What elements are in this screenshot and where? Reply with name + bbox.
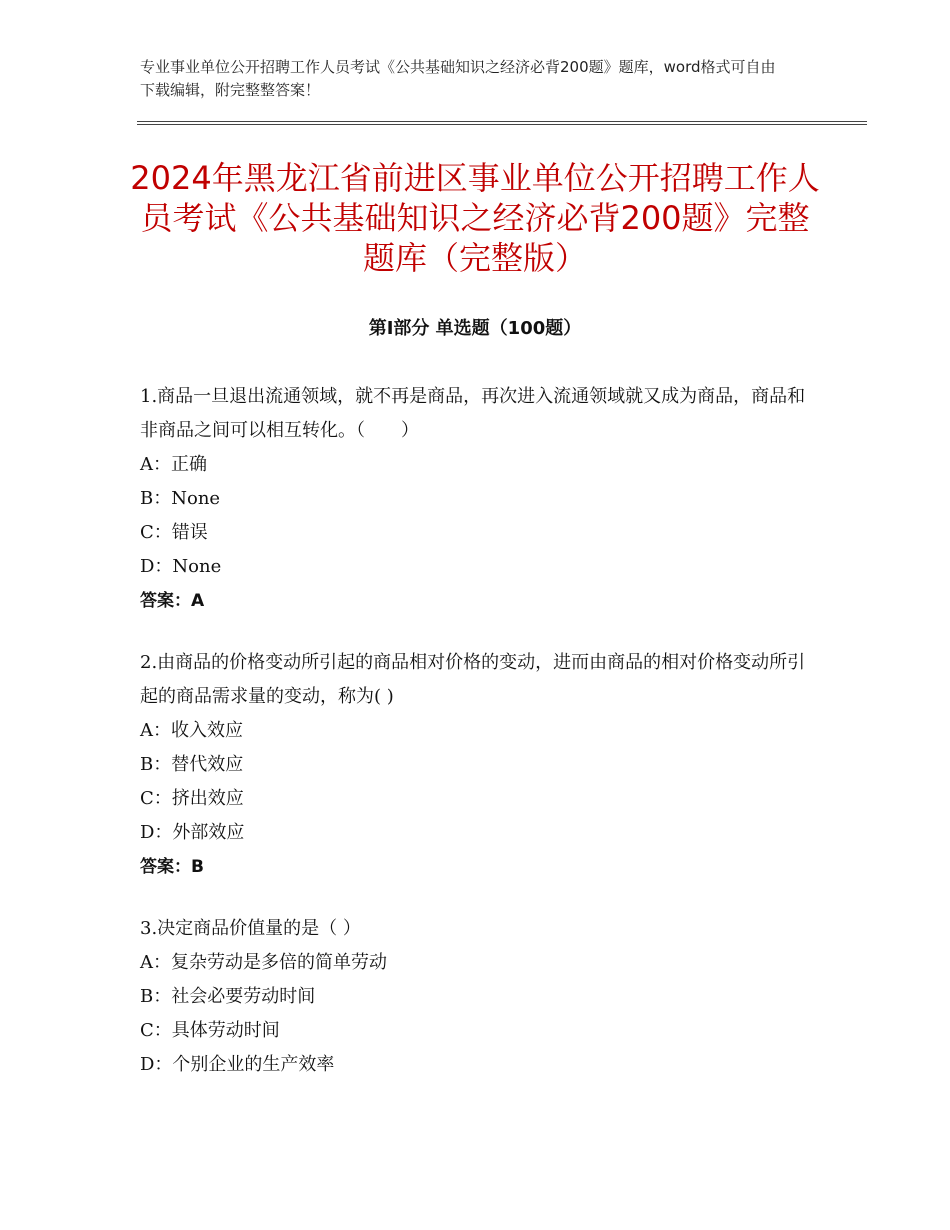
option-d: D：外部效应 (140, 822, 245, 843)
question-3 (140, 912, 820, 1082)
header-divider (137, 121, 867, 125)
question-1 (140, 380, 820, 618)
question-stem: 1.商品一旦退出流通领域，就不再是商品，再次进入流通领域就又成为商品，商品和非商品之间可以相互转化。（ ） (140, 386, 806, 441)
option-a: A：正确 (140, 454, 207, 475)
option-c: C：挤出效应 (140, 788, 244, 809)
option-d: D：个别企业的生产效率 (140, 1054, 335, 1075)
question-stem: 2.由商品的价格变动所引起的商品相对价格的变动，进而由商品的相对价格变动所引起的商品需求量的变动，称为( ) (140, 652, 806, 707)
question-2 (140, 646, 820, 884)
option-d: D：None (140, 556, 222, 577)
option-b: B：社会必要劳动时间 (140, 986, 316, 1007)
option-b: B：None (140, 488, 221, 509)
option-b: B：替代效应 (140, 754, 244, 775)
option-c: C：具体劳动时间 (140, 1020, 280, 1041)
header-note: 专业事业单位公开招聘工作人员考试《公共基础知识之经济必背200题》题库，word格式可自由下载编辑，附完整整答案！ (140, 58, 776, 99)
section-title: 第Ⅰ部分 单选题（100题） (368, 318, 582, 339)
answer: 答案：B (140, 857, 204, 877)
answer: 答案：A (140, 591, 205, 611)
option-a: A：复杂劳动是多倍的简单劳动 (140, 952, 387, 973)
document-title: 2024年黑龙江省前进区事业单位公开招聘工作人员考试《公共基础知识之经济必背200题》完整题库（完整版） (130, 159, 820, 277)
question-list (140, 380, 820, 1110)
question-stem: 3.决定商品价值量的是（ ） (140, 918, 361, 939)
option-a: A：收入效应 (140, 720, 243, 741)
option-c: C：错误 (140, 522, 208, 543)
